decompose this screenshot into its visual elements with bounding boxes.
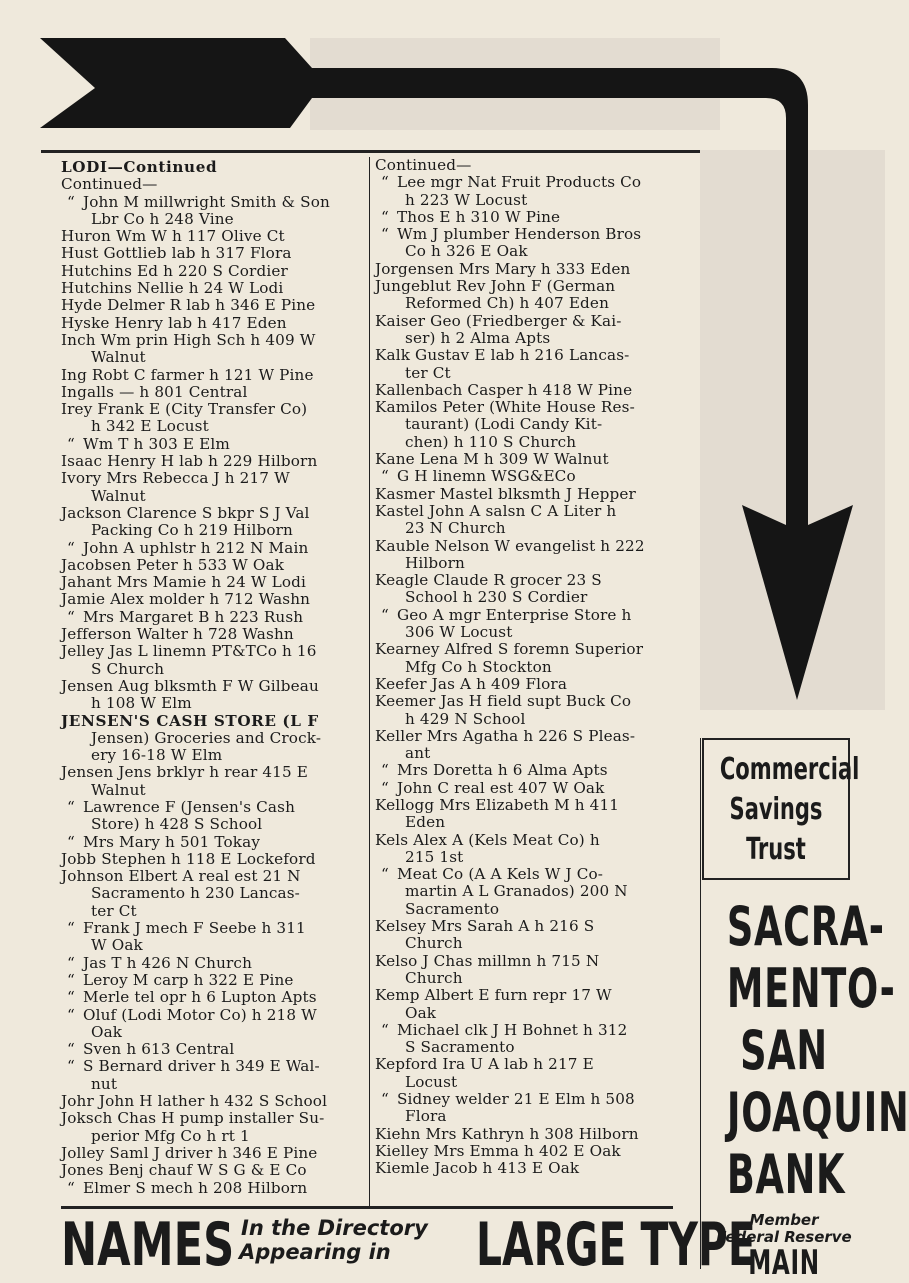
directory-entry: [61, 695, 361, 712]
entry-text: Elmer S mech h 208 Hilborn: [83, 1178, 308, 1197]
entry-text: Church: [405, 934, 463, 953]
entry-text: Co h 326 E Oak: [405, 242, 528, 261]
entry-text: Hyske Henry lab h 417 Eden: [61, 313, 287, 332]
entry-text: Meat Co (A A Kels W J Co-: [397, 865, 604, 884]
directory-entry: [61, 1007, 361, 1024]
directory-entry: [375, 555, 677, 572]
entry-text: Mrs Margaret B h 223 Rush: [83, 607, 304, 626]
entry-text: Kalk Gustav E lab h 216 Lancas-: [375, 346, 630, 365]
entry-text: Kels Alex A (Kels Meat Co) h: [375, 830, 600, 849]
entry-text: h 108 W Elm: [91, 694, 192, 713]
entry-text: Johr John H lather h 432 S School: [61, 1092, 328, 1111]
ditto-mark: “: [381, 1090, 389, 1109]
entry-text: Johnson Elbert A real est 21 N: [61, 867, 301, 886]
directory-entry: [61, 885, 361, 902]
entry-text: perior Mfg Co h rt 1: [91, 1126, 250, 1145]
entry-text: John A uphlstr h 212 N Main: [83, 538, 309, 557]
directory-entry: [375, 901, 677, 918]
directory-entry: [61, 1058, 361, 1075]
directory-entry: [375, 261, 677, 278]
left-column: [61, 159, 361, 1197]
directory-entry: [375, 468, 677, 485]
entry-text: Mrs Mary h 501 Tokay: [83, 832, 261, 851]
entry-text: Flora: [405, 1107, 447, 1126]
directory-entry: [375, 935, 677, 952]
middle-column: [375, 157, 677, 1178]
entry-text: Mfg Co h Stockton: [405, 657, 552, 676]
directory-entry: [61, 418, 361, 435]
directory-entry: [375, 1039, 677, 1056]
directory-entry: [61, 436, 361, 453]
entry-text: Jefferson Walter h 728 Washn: [61, 625, 294, 644]
ditto-mark: “: [67, 797, 75, 816]
entry-text: Hutchins Nellie h 24 W Lodi: [61, 279, 284, 298]
ad-line: Trust: [746, 832, 806, 867]
directory-entry: [61, 1024, 361, 1041]
entry-text: h 342 E Locust: [91, 417, 209, 436]
ditto-mark: “: [67, 538, 75, 557]
directory-entry: [61, 557, 361, 574]
ditto-mark: “: [381, 173, 389, 192]
directory-entry: [61, 661, 361, 678]
directory-entry: [375, 676, 677, 693]
directory-entry: [375, 1022, 677, 1039]
entry-text: School h 230 S Cordier: [405, 588, 588, 607]
entry-text: Frank J mech F Seebe h 311: [83, 919, 306, 938]
entry-text: Kelso J Chas millmn h 715 N: [375, 951, 600, 970]
directory-entry: [375, 157, 677, 174]
directory-entry: [61, 937, 361, 954]
entry-text: Oak: [91, 1022, 123, 1041]
entry-text: Jungeblut Rev John F (German: [375, 277, 616, 296]
ditto-mark: “: [67, 970, 75, 989]
directory-entry: [61, 470, 361, 487]
directory-entry: [61, 211, 361, 228]
entry-text: Kearney Alfred S foremn Superior: [375, 640, 644, 659]
middle-entries: [375, 157, 677, 1178]
directory-entry: [375, 192, 677, 209]
directory-entry: [375, 174, 677, 191]
ditto-mark: “: [67, 988, 75, 1007]
directory-entry: [61, 228, 361, 245]
entry-text: Huron Wm W h 117 Olive Ct: [61, 227, 285, 246]
directory-entry: [61, 609, 361, 626]
entry-text: Kiemle Jacob h 413 E Oak: [375, 1159, 580, 1178]
directory-entry: [375, 1005, 677, 1022]
entry-text: Jelley Jas L linemn PT&TCo h 16: [61, 642, 317, 661]
directory-entry: [375, 987, 677, 1004]
entry-text: Kasmer Mastel blksmth J Hepper: [375, 484, 636, 503]
entry-text: Jacobsen Peter h 533 W Oak: [61, 555, 285, 574]
entry-text: 23 N Church: [405, 519, 506, 538]
directory-entry: [375, 1160, 677, 1177]
entry-text: Keller Mrs Agatha h 226 S Pleas-: [375, 726, 636, 745]
directory-entry: [61, 730, 361, 747]
entry-text: Lawrence F (Jensen's Cash: [83, 797, 295, 816]
entry-text: Kemp Albert E furn repr 17 W: [375, 986, 612, 1005]
directory-entry: [61, 955, 361, 972]
entry-text: Oak: [405, 1003, 437, 1022]
ditto-mark: “: [67, 1057, 75, 1076]
entry-text: Isaac Henry H lab h 229 Hilborn: [61, 452, 318, 471]
entry-text: Irey Frank E (City Transfer Co): [61, 400, 308, 419]
footer-mid2: Appearing in: [239, 1240, 391, 1264]
entry-text: Lee mgr Nat Fruit Products Co: [397, 173, 642, 192]
entry-text: Kallenbach Casper h 418 W Pine: [375, 380, 633, 399]
directory-entry: [375, 1074, 677, 1091]
ditto-mark: “: [381, 225, 389, 244]
directory-entry: [61, 920, 361, 937]
entry-text: Continued—: [375, 156, 472, 174]
directory-entry: [375, 711, 677, 728]
ditto-mark: “: [67, 1005, 75, 1024]
directory-entry: [375, 330, 677, 347]
directory-entry: [61, 713, 361, 730]
directory-entry: [61, 1110, 361, 1127]
directory-entry: [375, 572, 677, 589]
directory-entry: [61, 816, 361, 833]
directory-entry: [61, 522, 361, 539]
entry-text: ery 16-18 W Elm: [91, 746, 223, 765]
directory-entry: [61, 591, 361, 608]
entry-text: W Oak: [91, 936, 143, 955]
directory-entry: [375, 434, 677, 451]
directory-entry: [61, 643, 361, 660]
entry-text: nut: [91, 1074, 118, 1093]
entry-text: Sacramento: [405, 899, 500, 918]
footer-large-type-ad: [61, 1210, 756, 1280]
directory-entry: [375, 451, 677, 468]
directory-entry: [375, 953, 677, 970]
directory-entry: [61, 1145, 361, 1162]
entry-text: h 429 N School: [405, 709, 526, 728]
entry-text: Kepford Ira U A lab h 217 E: [375, 1055, 594, 1074]
directory-entry: [61, 972, 361, 989]
entry-text: Oluf (Lodi Motor Co) h 218 W: [83, 1005, 317, 1024]
directory-entry: [61, 574, 361, 591]
directory-entry: [375, 503, 677, 520]
entry-text: Continued—: [61, 175, 158, 194]
entry-text: Walnut: [91, 486, 146, 505]
ditto-mark: “: [67, 832, 75, 851]
directory-entry: [375, 641, 677, 658]
entry-text: Ivory Mrs Rebecca J h 217 W: [61, 469, 290, 488]
directory-entry: [375, 693, 677, 710]
directory-entry: [375, 313, 677, 330]
directory-entry: [375, 797, 677, 814]
directory-entry: [61, 263, 361, 280]
entry-text: Jorgensen Mrs Mary h 333 Eden: [375, 259, 631, 278]
entry-text: Packing Co h 219 Hilborn: [91, 521, 293, 540]
entry-text: Wm T h 303 E Elm: [83, 434, 230, 453]
entry-text: Mrs Doretta h 6 Alma Apts: [397, 761, 608, 780]
entry-text: Inch Wm prin High Sch h 409 W: [61, 330, 316, 349]
directory-entry: [375, 970, 677, 987]
ditto-mark: “: [67, 953, 75, 972]
directory-entry: [375, 780, 677, 797]
entry-text: Jobb Stephen h 118 E Lockeford: [61, 849, 316, 868]
entry-text: Keefer Jas A h 409 Flora: [375, 674, 568, 693]
directory-entry: [375, 1143, 677, 1160]
entry-text: Hust Gottlieb lab h 317 Flora: [61, 244, 292, 263]
directory-entry: [375, 728, 677, 745]
directory-entry: [375, 347, 677, 364]
directory-entry: [61, 315, 361, 332]
footer-mid1: In the Directory: [241, 1216, 428, 1240]
entry-text: Jensen Jens brklyr h rear 415 E: [61, 763, 308, 782]
ditto-mark: “: [381, 207, 389, 226]
entry-text: Ingalls — h 801 Central: [61, 382, 248, 401]
directory-entry: [375, 762, 677, 779]
entry-text: Kiehn Mrs Kathryn h 308 Hilborn: [375, 1124, 639, 1143]
entry-text: chen) h 110 S Church: [405, 432, 577, 451]
commercial-savings-trust-ad: [702, 738, 860, 880]
bank-member: Member: [749, 1211, 819, 1229]
entry-text: Eden: [405, 813, 446, 832]
directory-entry: [375, 209, 677, 226]
directory-entry: [375, 814, 677, 831]
entry-text: Church: [405, 968, 463, 987]
directory-entry: [375, 520, 677, 537]
section-header: LODI—Continued: [61, 158, 218, 176]
bank-federal: Federal Reserve: [716, 1228, 852, 1246]
bank-line: SAN: [740, 1019, 828, 1082]
directory-entry: [375, 1126, 677, 1143]
directory-entry: [375, 226, 677, 243]
ad-line: Commercial: [719, 752, 860, 787]
ad-line: Savings: [729, 792, 823, 827]
entry-text: Keemer Jas H field supt Buck Co: [375, 692, 632, 711]
directory-entry: [61, 1180, 361, 1197]
footer-large-type: LARGE TYPE: [476, 1210, 756, 1280]
entry-text: Kaiser Geo (Friedberger & Kai-: [375, 311, 622, 330]
directory-entry: [61, 453, 361, 470]
entry-text: Jas T h 426 N Church: [83, 953, 252, 972]
ditto-mark: “: [381, 778, 389, 797]
directory-entry: [61, 782, 361, 799]
entry-text: Geo A mgr Enterprise Store h: [397, 605, 632, 624]
ditto-mark: “: [67, 1178, 75, 1197]
directory-entry: [61, 1162, 361, 1179]
directory-entry: [61, 834, 361, 851]
entry-text: G H linemn WSG&ECo: [397, 467, 576, 486]
entry-text: Jensen Aug blksmth F W Gilbeau: [61, 676, 319, 695]
ditto-mark: “: [381, 1020, 389, 1039]
directory-entry: [375, 918, 677, 935]
bank-line: JOAQUIN: [726, 1081, 909, 1144]
bank-line: SACRA-: [726, 895, 885, 958]
entry-text: Kellogg Mrs Elizabeth M h 411: [375, 795, 620, 814]
directory-entry: [61, 176, 361, 193]
directory-entry: [61, 1093, 361, 1110]
directory-entry: [375, 849, 677, 866]
directory-entry: [61, 297, 361, 314]
directory-entry: [61, 1041, 361, 1058]
entry-text: ser) h 2 Alma Apts: [405, 328, 551, 347]
directory-entry: [61, 1076, 361, 1093]
directory-entry: [61, 989, 361, 1006]
entry-text: Jackson Clarence S bkpr S J Val: [61, 503, 310, 522]
directory-entry: [375, 399, 677, 416]
directory-entry: [375, 538, 677, 555]
entry-text: Walnut: [91, 780, 146, 799]
entry-text: JENSEN'S CASH STORE (L F: [61, 711, 319, 730]
entry-text: Ing Robt C farmer h 121 W Pine: [61, 365, 314, 384]
entry-text: Merle tel opr h 6 Lupton Apts: [83, 988, 317, 1007]
directory-entry: [375, 659, 677, 676]
entry-text: martin A L Granados) 200 N: [405, 882, 628, 901]
entry-text: Sven h 613 Central: [83, 1040, 235, 1059]
ditto-mark: “: [67, 434, 75, 453]
directory-entry: [375, 365, 677, 382]
ditto-mark: “: [381, 605, 389, 624]
bank-cut-text: MAIN: [748, 1243, 820, 1283]
directory-entry: [375, 278, 677, 295]
column-rule: [369, 157, 370, 1207]
directory-entry: [61, 1128, 361, 1145]
ditto-mark: “: [67, 607, 75, 626]
directory-entry: [61, 488, 361, 505]
directory-entry: [375, 416, 677, 433]
ditto-mark: “: [381, 865, 389, 884]
entry-text: Store) h 428 S School: [91, 815, 263, 834]
entry-text: Joksch Chas H pump installer Su-: [61, 1109, 325, 1128]
ditto-mark: “: [67, 1040, 75, 1059]
directory-entry: [375, 883, 677, 900]
entry-text: Michael clk J H Bohnet h 312: [397, 1020, 628, 1039]
entry-text: Hilborn: [405, 553, 465, 572]
directory-entry: [61, 678, 361, 695]
directory-entry: [375, 1108, 677, 1125]
directory-entry: [61, 903, 361, 920]
directory-entry: [61, 540, 361, 557]
entry-text: Jensen) Groceries and Crock-: [91, 728, 322, 747]
directory-entry: [61, 280, 361, 297]
entry-text: Kielley Mrs Emma h 402 E Oak: [375, 1141, 621, 1160]
directory-entry: [375, 866, 677, 883]
entry-text: Kauble Nelson W evangelist h 222: [375, 536, 645, 555]
top-rule: [41, 150, 700, 153]
entry-text: S Bernard driver h 349 E Wal-: [83, 1057, 320, 1076]
directory-entry: [375, 382, 677, 399]
directory-entry: [375, 486, 677, 503]
directory-entry: [61, 384, 361, 401]
directory-entry: [375, 295, 677, 312]
directory-entry: [61, 401, 361, 418]
ditto-mark: “: [67, 192, 75, 211]
entry-text: Kastel John A salsn C A Liter h: [375, 501, 617, 520]
entry-text: Thos E h 310 W Pine: [397, 207, 561, 226]
directory-entry: [375, 1091, 677, 1108]
entry-text: John C real est 407 W Oak: [397, 778, 605, 797]
directory-entry: [61, 851, 361, 868]
footer-names: NAMES: [61, 1210, 235, 1280]
entry-text: Sacramento h 230 Lancas-: [91, 884, 300, 903]
entry-text: ter Ct: [91, 901, 137, 920]
entry-text: S Sacramento: [405, 1038, 515, 1057]
entry-text: Kane Lena M h 309 W Walnut: [375, 450, 609, 469]
directory-entry: [375, 624, 677, 641]
entry-text: Jones Benj chauf W S G & E Co: [61, 1161, 307, 1180]
ditto-mark: “: [67, 919, 75, 938]
bank-line: MENTO-: [726, 957, 896, 1020]
entry-text: Kelsey Mrs Sarah A h 216 S: [375, 917, 595, 936]
directory-entry: [61, 245, 361, 262]
entry-text: Leroy M carp h 322 E Pine: [83, 970, 294, 989]
entry-text: Hyde Delmer R lab h 346 E Pine: [61, 296, 316, 315]
entry-text: Locust: [405, 1072, 458, 1091]
directory-entry: [375, 832, 677, 849]
directory-entry: [61, 764, 361, 781]
directory-entry: [375, 607, 677, 624]
entry-text: Jahant Mrs Mamie h 24 W Lodi: [61, 573, 307, 592]
ditto-mark: “: [381, 467, 389, 486]
entry-text: ter Ct: [405, 363, 451, 382]
entry-text: Reformed Ch) h 407 Eden: [405, 294, 609, 313]
entry-text: Sidney welder 21 E Elm h 508: [397, 1090, 635, 1109]
footer-rule: [61, 1206, 673, 1209]
directory-entry: [61, 194, 361, 211]
entry-text: Kamilos Peter (White House Res-: [375, 398, 635, 417]
entry-text: h 223 W Locust: [405, 190, 528, 209]
entry-text: Jolley Saml J driver h 346 E Pine: [61, 1143, 318, 1162]
entry-text: Jamie Alex molder h 712 Washn: [61, 590, 311, 609]
directory-entry: [61, 332, 361, 349]
entry-text: Walnut: [91, 348, 146, 367]
entry-text: S Church: [91, 659, 165, 678]
directory-entry: [375, 1056, 677, 1073]
entry-text: ant: [405, 744, 431, 763]
entry-text: Lbr Co h 248 Vine: [91, 209, 234, 228]
entry-text: Keagle Claude R grocer 23 S: [375, 571, 602, 590]
ditto-mark: “: [381, 761, 389, 780]
directory-entry: [375, 243, 677, 260]
directory-entry: [61, 626, 361, 643]
entry-text: Hutchins Ed h 220 S Cordier: [61, 261, 288, 280]
entry-text: 306 W Locust: [405, 623, 513, 642]
entry-text: taurant) (Lodi Candy Kit-: [405, 415, 603, 434]
directory-entry: [375, 745, 677, 762]
entry-text: John M millwright Smith & Son: [83, 192, 330, 211]
directory-entry: [375, 589, 677, 606]
directory-entry: [61, 349, 361, 366]
entry-text: 215 1st: [405, 847, 464, 866]
entry-text: Wm J plumber Henderson Bros: [397, 225, 642, 244]
directory-entry: [61, 367, 361, 384]
bank-line: BANK: [726, 1143, 846, 1206]
directory-entry: [61, 868, 361, 885]
directory-entry: [61, 747, 361, 764]
directory-entry: [61, 799, 361, 816]
directory-entry: [61, 505, 361, 522]
left-entries: [61, 176, 361, 1197]
